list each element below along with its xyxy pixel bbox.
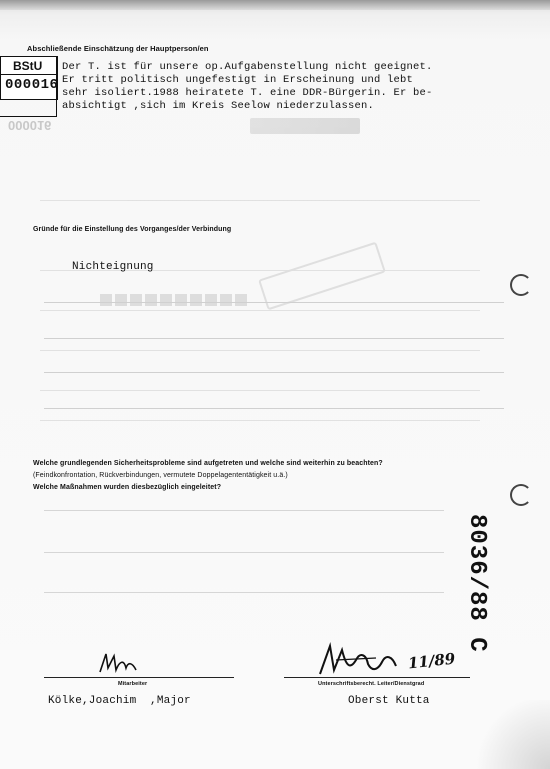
stamp-label: BStU bbox=[13, 59, 43, 73]
punch-hole bbox=[510, 484, 532, 506]
bleed-number-boxes bbox=[100, 294, 250, 306]
bstu-stamp bbox=[0, 56, 58, 100]
bleed-header bbox=[250, 118, 360, 134]
bleed-line bbox=[40, 350, 480, 351]
section-title: Abschließende Einschätzung der Hauptperson/en bbox=[27, 44, 209, 53]
punch-hole bbox=[510, 274, 532, 296]
reasons-text: Nichteignung bbox=[72, 261, 154, 273]
head-signature-line bbox=[284, 677, 470, 678]
scan-shadow bbox=[470, 700, 550, 769]
security-question: Welche grundlegenden Sicherheitsprobleme sind aufgetreten und welche sind weiterhin zu beachten? bbox=[33, 460, 383, 467]
stamp-divider bbox=[1, 74, 57, 75]
writing-line bbox=[44, 338, 504, 339]
employee-caption: Mitarbeiter bbox=[118, 681, 148, 687]
employee-signature bbox=[96, 650, 146, 676]
head-signature bbox=[316, 640, 406, 680]
bleed-diagonal-stamp bbox=[258, 242, 386, 311]
stamp-frame-line bbox=[56, 56, 57, 116]
assessment-line: sehr isoliert.1988 heiratete T. eine DDR-Bürgerin. Er be- bbox=[62, 87, 433, 99]
file-number: 8036/88 C bbox=[463, 514, 490, 653]
writing-line bbox=[44, 302, 504, 303]
bleed-line bbox=[40, 390, 480, 391]
writing-line bbox=[44, 372, 504, 373]
stamp-number: 000016 bbox=[5, 77, 59, 93]
bleed-line bbox=[40, 200, 480, 201]
bleed-through-stamp: 000016 bbox=[8, 118, 52, 133]
signature-date: 11/89 bbox=[407, 649, 457, 673]
writing-line bbox=[44, 552, 444, 553]
head-name: Oberst Kutta bbox=[348, 695, 430, 707]
assessment-line: Der T. ist für unsere op.Aufgabenstellung nicht geeignet. bbox=[62, 61, 433, 73]
head-caption: Unterschriftsberecht. Leiter/Dienstgrad bbox=[318, 681, 425, 687]
employee-signature-line bbox=[44, 677, 234, 678]
security-measures: Welche Maßnahmen wurden diesbezüglich eingeleitet? bbox=[33, 484, 222, 491]
security-hint: (Feindkonfrontation, Rückverbindungen, vermutete Doppelagententätigkeit u.ä.) bbox=[33, 472, 288, 479]
writing-line bbox=[44, 592, 444, 593]
reasons-title: Gründe für die Einstellung des Vorganges/der Verbindung bbox=[33, 226, 232, 233]
employee-name: Kölke,Joachim ,Major bbox=[48, 695, 191, 707]
scan-top-edge bbox=[0, 0, 550, 10]
bleed-line bbox=[40, 310, 480, 311]
assessment-line: Er tritt politisch ungefestigt in Erscheinung und lebt bbox=[62, 74, 414, 86]
bleed-line bbox=[40, 420, 480, 421]
writing-line bbox=[44, 510, 444, 511]
writing-line bbox=[44, 408, 504, 409]
assessment-line: absichtigt ,sich im Kreis Seelow niederzulassen. bbox=[62, 100, 375, 112]
